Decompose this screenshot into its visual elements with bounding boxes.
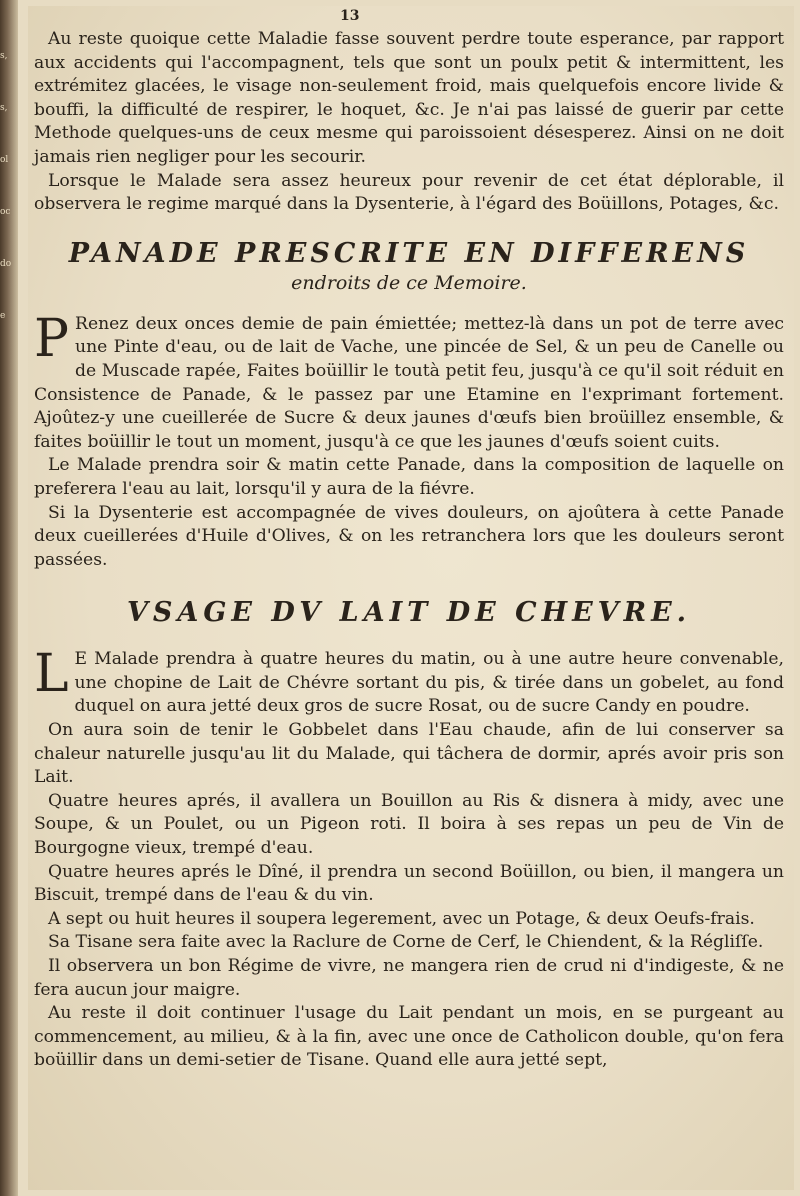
gutter-mark: ol	[0, 155, 9, 165]
lait-paragraph: Quatre heures aprés, il avallera un Bouillon au Ris & disnera à midy, avec une Soupe, & un Poulet, ou un Pigeon roti. Il boira à ses repas un peu de Vin de Bourgogne vieux, trempé d'eau.	[34, 790, 784, 859]
page-number: 13	[340, 8, 360, 24]
intro-paragraph: Au reste quoique cette Maladie fasse souvent perdre toute esperance, par rapport aux accidents qui l'accompagnent, tels que sont un poulx petit & intermittent, les extrémitez glacées, le visage non-seulement froid, mais quelquefois encore livide & bouffi, la difficulté de respirer, le hoquet, &c. Je n'ai pas laissé de guerir par cette Methode quelques-uns de ceux mesme qui paroissoient désesperez. Ainsi on ne doit jamais rien negliger pour les secourir.	[34, 29, 784, 167]
section-subtitle-panade: endroits de ce Memoire.	[291, 271, 527, 294]
gutter-mark: oc	[0, 207, 11, 217]
panade-paragraph: Si la Dysenterie est accompagnée de vives douleurs, on ajoûtera à cette Panade deux cueillerées d'Huile d'Olives, & on les retranchera lors que les douleurs seront passées.	[34, 502, 784, 570]
panade-paragraph: Le Malade prendra soir & matin cette Panade, dans la composition de laquelle on preferera l'eau au lait, lorsqu'il y aura de la fiévre.	[34, 455, 784, 499]
lait-paragraph: A sept ou huit heures il soupera legerement, avec un Potage, & deux Oeufs-frais.	[48, 908, 755, 929]
book-gutter	[0, 0, 18, 1196]
drop-cap: L	[34, 644, 69, 705]
page-body	[34, 28, 784, 1073]
lait-paragraph: On aura soin de tenir le Gobbelet dans l'Eau chaude, afin de lui conserver sa chaleur naturelle jusqu'au lit du Malade, qui tâchera de dormir, aprés avoir pris son Lait.	[34, 720, 784, 788]
intro-paragraph: Lorsque le Malade sera assez heureux pour revenir de cet état déplorable, il observera le regime marqué dans la Dysenterie, à l'égard des Boüillons, Potages, &c.	[34, 170, 784, 215]
lait-paragraph: Au reste il doit continuer l'usage du Lait pendant un mois, en se purgeant au commencement, au milieu, & à la fin, avec une once de Catholicon double, qu'on fera boüillir dans un demi-setier de Tisane. Quand elle aura jetté sept,	[34, 1003, 784, 1071]
gutter-mark: do	[0, 259, 12, 269]
gutter-mark: s,	[0, 103, 8, 113]
lait-paragraph	[34, 644, 784, 719]
lait-paragraph: Quatre heures aprés le Dîné, il prendra un second Boüillon, ou bien, il mangera un Biscuit, trempé dans de l'eau & du vin.	[34, 861, 784, 906]
lait-paragraph: Il observera un bon Régime de vivre, ne mangera rien de crud ni d'indigeste, & ne fera aucun jour maigre.	[34, 956, 784, 1000]
lait-paragraph: Sa Tisane sera faite avec la Raclure de Corne de Cerf, le Chiendent, & la Régliſſe.	[48, 932, 764, 953]
lait-paragraph-text: E Malade prendra à quatre heures du matin, ou à une autre heure convenable, une chopine de Lait de Chévre sortant du pis, & tirée dans un gobelet, au fond duquel on aura jetté deux gros de sucre Rosat, ou de sucre Candy en poudre.	[74, 649, 784, 717]
panade-paragraph	[34, 308, 784, 455]
section-title-panade: PANADE PRESCRITE EN DIFFERENS	[68, 237, 750, 269]
drop-cap: P	[34, 308, 69, 369]
section-title-lait: VSAGE DV LAIT DE CHEVRE.	[126, 597, 692, 629]
panade-paragraph-text: Renez deux onces demie de pain émiettée; mettez-là dans un pot de terre avec une Pinte d'eau, ou de lait de Vache, une pincée de Sel, & un peu de Canelle ou de Muscade rapée, Faites boüillir le toutà petit feu, jusqu'à ce qu'il soit réduit en Consistence de Panade, & le passez par une Etamine en l'exprimant fortement. Ajoûtez-y une cueillerée de Sucre & deux jaunes d'œufs bien broüillez ensemble, & faites boüillir le tout un moment, jusqu'à ce que les jaunes d'œufs soient cuits.	[34, 313, 784, 452]
gutter-mark: s,	[0, 51, 8, 61]
book-page	[28, 6, 794, 1190]
gutter-mark: e	[0, 311, 6, 321]
adjacent-page-fragments	[0, 30, 16, 342]
